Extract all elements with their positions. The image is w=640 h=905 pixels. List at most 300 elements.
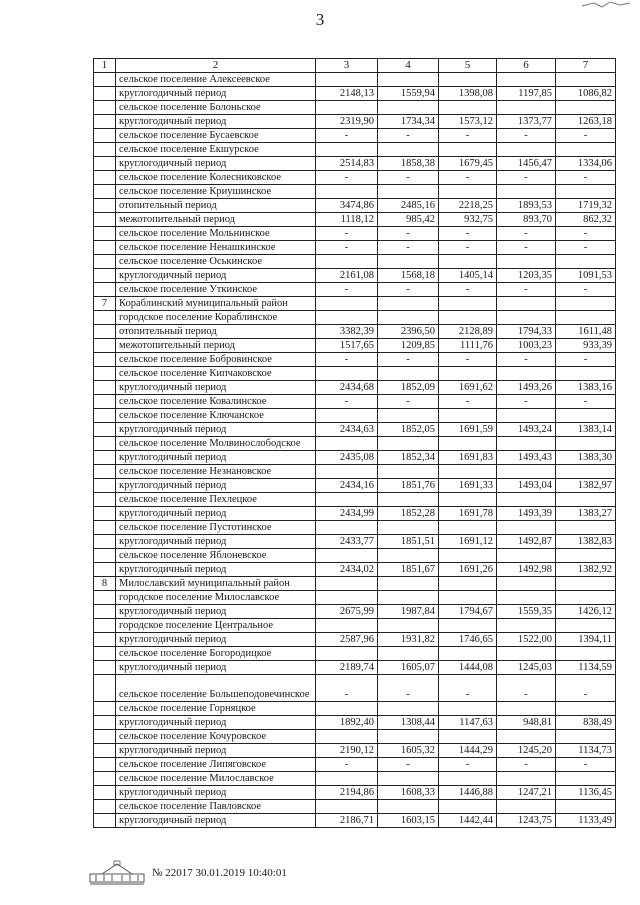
row-label: Кораблинский муниципальный район bbox=[116, 297, 316, 311]
empty-cell bbox=[439, 702, 497, 716]
row-index bbox=[94, 465, 116, 479]
row-label: сельское поселение Липяговское bbox=[116, 758, 316, 772]
empty-cell bbox=[316, 577, 378, 591]
column-header: 3 bbox=[316, 59, 378, 73]
empty-cell bbox=[316, 521, 378, 535]
value-cell: 1568,18 bbox=[378, 269, 439, 283]
row-index bbox=[94, 283, 116, 297]
empty-cell bbox=[439, 493, 497, 507]
row-label: круглогодичный период bbox=[116, 563, 316, 577]
value-cell: 2434,68 bbox=[316, 381, 378, 395]
ryazan-government-building-logo bbox=[88, 860, 146, 886]
value-cell: - bbox=[378, 758, 439, 772]
value-cell: 1893,53 bbox=[497, 199, 556, 213]
value-cell: 2148,13 bbox=[316, 87, 378, 101]
table-row bbox=[94, 702, 616, 716]
row-label: сельское поселение Горняцкое bbox=[116, 702, 316, 716]
value-cell: - bbox=[316, 171, 378, 185]
empty-cell bbox=[439, 465, 497, 479]
value-cell: - bbox=[556, 675, 616, 702]
value-cell: 2675,99 bbox=[316, 605, 378, 619]
value-cell: 1247,21 bbox=[497, 786, 556, 800]
row-label: круглогодичный период bbox=[116, 744, 316, 758]
value-cell: 3474,86 bbox=[316, 199, 378, 213]
empty-cell bbox=[378, 647, 439, 661]
value-cell: 1794,33 bbox=[497, 325, 556, 339]
empty-cell bbox=[439, 101, 497, 115]
row-index bbox=[94, 730, 116, 744]
table-row bbox=[94, 800, 616, 814]
empty-cell bbox=[497, 185, 556, 199]
empty-cell bbox=[439, 577, 497, 591]
row-label: круглогодичный период bbox=[116, 814, 316, 828]
empty-cell bbox=[556, 73, 616, 87]
empty-cell bbox=[439, 367, 497, 381]
empty-cell bbox=[378, 619, 439, 633]
value-cell: - bbox=[556, 227, 616, 241]
value-cell: 893,70 bbox=[497, 213, 556, 227]
column-header: 4 bbox=[378, 59, 439, 73]
row-index bbox=[94, 535, 116, 549]
empty-cell bbox=[439, 591, 497, 605]
value-cell: 932,75 bbox=[439, 213, 497, 227]
empty-cell bbox=[378, 521, 439, 535]
value-cell: - bbox=[439, 129, 497, 143]
row-index bbox=[94, 619, 116, 633]
empty-cell bbox=[497, 143, 556, 157]
empty-cell bbox=[316, 255, 378, 269]
empty-cell bbox=[378, 255, 439, 269]
value-cell: - bbox=[378, 395, 439, 409]
empty-cell bbox=[497, 800, 556, 814]
value-cell: 2435,08 bbox=[316, 451, 378, 465]
table-row bbox=[94, 814, 616, 828]
value-cell: 1734,34 bbox=[378, 115, 439, 129]
row-label: круглогодичный период bbox=[116, 633, 316, 647]
empty-cell bbox=[439, 772, 497, 786]
empty-cell bbox=[378, 772, 439, 786]
value-cell: - bbox=[556, 283, 616, 297]
empty-cell bbox=[439, 185, 497, 199]
empty-cell bbox=[316, 311, 378, 325]
value-cell: 1493,04 bbox=[497, 479, 556, 493]
value-cell: 1086,82 bbox=[556, 87, 616, 101]
row-index bbox=[94, 716, 116, 730]
row-index bbox=[94, 814, 116, 828]
value-cell: 1383,30 bbox=[556, 451, 616, 465]
row-label: сельское поселение Милославское bbox=[116, 772, 316, 786]
row-label: отопительный период bbox=[116, 325, 316, 339]
table-row bbox=[94, 143, 616, 157]
value-cell: 1603,15 bbox=[378, 814, 439, 828]
row-index bbox=[94, 269, 116, 283]
value-cell: 1852,28 bbox=[378, 507, 439, 521]
empty-cell bbox=[497, 619, 556, 633]
value-cell: 1373,77 bbox=[497, 115, 556, 129]
row-label: межотопительный период bbox=[116, 339, 316, 353]
value-cell: 1851,76 bbox=[378, 479, 439, 493]
empty-cell bbox=[316, 465, 378, 479]
value-cell: 1134,59 bbox=[556, 661, 616, 675]
empty-cell bbox=[497, 577, 556, 591]
row-index bbox=[94, 129, 116, 143]
empty-cell bbox=[316, 409, 378, 423]
table-row bbox=[94, 535, 616, 549]
value-cell: 2186,71 bbox=[316, 814, 378, 828]
row-label: круглогодичный период bbox=[116, 535, 316, 549]
value-cell: 1245,20 bbox=[497, 744, 556, 758]
table-row bbox=[94, 311, 616, 325]
empty-cell bbox=[439, 647, 497, 661]
table-row bbox=[94, 241, 616, 255]
row-label: городское поселение Центральное bbox=[116, 619, 316, 633]
value-cell: 1118,12 bbox=[316, 213, 378, 227]
row-index bbox=[94, 171, 116, 185]
row-index: 7 bbox=[94, 297, 116, 311]
empty-cell bbox=[556, 367, 616, 381]
value-cell: 948,81 bbox=[497, 716, 556, 730]
row-index bbox=[94, 339, 116, 353]
row-index bbox=[94, 479, 116, 493]
empty-cell bbox=[497, 437, 556, 451]
value-cell: 1446,88 bbox=[439, 786, 497, 800]
empty-cell bbox=[497, 73, 556, 87]
empty-cell bbox=[556, 647, 616, 661]
table-row bbox=[94, 325, 616, 339]
value-cell: 2190,12 bbox=[316, 744, 378, 758]
row-index bbox=[94, 199, 116, 213]
empty-cell bbox=[316, 185, 378, 199]
table-row bbox=[94, 339, 616, 353]
row-label: круглогодичный период bbox=[116, 605, 316, 619]
value-cell: 1147,63 bbox=[439, 716, 497, 730]
value-cell: - bbox=[439, 227, 497, 241]
row-label: городское поселение Кораблинское bbox=[116, 311, 316, 325]
row-index bbox=[94, 702, 116, 716]
row-label: сельское поселение Мольнинское bbox=[116, 227, 316, 241]
empty-cell bbox=[378, 702, 439, 716]
table-row bbox=[94, 409, 616, 423]
empty-cell bbox=[378, 800, 439, 814]
empty-cell bbox=[378, 143, 439, 157]
empty-cell bbox=[378, 297, 439, 311]
row-label: сельское поселение Кочуровское bbox=[116, 730, 316, 744]
row-index bbox=[94, 772, 116, 786]
value-cell: 2434,63 bbox=[316, 423, 378, 437]
value-cell: 1394,11 bbox=[556, 633, 616, 647]
value-cell: 1091,53 bbox=[556, 269, 616, 283]
row-index bbox=[94, 758, 116, 772]
column-header: 1 bbox=[94, 59, 116, 73]
value-cell: 1308,44 bbox=[378, 716, 439, 730]
value-cell: 985,42 bbox=[378, 213, 439, 227]
empty-cell bbox=[439, 521, 497, 535]
value-cell: 1383,14 bbox=[556, 423, 616, 437]
page-number: 3 bbox=[315, 10, 325, 29]
value-cell: 1691,78 bbox=[439, 507, 497, 521]
empty-cell bbox=[316, 549, 378, 563]
row-label: сельское поселение Екшурское bbox=[116, 143, 316, 157]
value-cell: 1691,83 bbox=[439, 451, 497, 465]
value-cell: 1444,29 bbox=[439, 744, 497, 758]
value-cell: - bbox=[439, 758, 497, 772]
empty-cell bbox=[556, 521, 616, 535]
empty-cell bbox=[439, 437, 497, 451]
empty-cell bbox=[556, 800, 616, 814]
value-cell: 1426,12 bbox=[556, 605, 616, 619]
row-index bbox=[94, 423, 116, 437]
row-label: городское поселение Милославское bbox=[116, 591, 316, 605]
row-label: круглогодичный период bbox=[116, 381, 316, 395]
row-label: круглогодичный период bbox=[116, 479, 316, 493]
table-row bbox=[94, 744, 616, 758]
value-cell: 862,32 bbox=[556, 213, 616, 227]
empty-cell bbox=[439, 311, 497, 325]
value-cell: - bbox=[497, 353, 556, 367]
value-cell: 1334,06 bbox=[556, 157, 616, 171]
table-row bbox=[94, 437, 616, 451]
empty-cell bbox=[316, 647, 378, 661]
row-index bbox=[94, 255, 116, 269]
value-cell: 1559,94 bbox=[378, 87, 439, 101]
empty-cell bbox=[497, 521, 556, 535]
table-row bbox=[94, 423, 616, 437]
value-cell: 1493,26 bbox=[497, 381, 556, 395]
table-row bbox=[94, 353, 616, 367]
value-cell: - bbox=[378, 675, 439, 702]
empty-cell bbox=[439, 800, 497, 814]
table-header-row bbox=[94, 59, 616, 73]
row-index bbox=[94, 633, 116, 647]
empty-cell bbox=[378, 465, 439, 479]
value-cell: 2587,96 bbox=[316, 633, 378, 647]
empty-cell bbox=[556, 437, 616, 451]
row-label: сельское поселение Пехлецкое bbox=[116, 493, 316, 507]
row-index bbox=[94, 143, 116, 157]
value-cell: 1133,49 bbox=[556, 814, 616, 828]
value-cell: 1691,62 bbox=[439, 381, 497, 395]
row-index bbox=[94, 311, 116, 325]
empty-cell bbox=[378, 73, 439, 87]
table-row bbox=[94, 269, 616, 283]
empty-cell bbox=[316, 493, 378, 507]
row-index bbox=[94, 353, 116, 367]
table-row bbox=[94, 758, 616, 772]
empty-cell bbox=[497, 702, 556, 716]
value-cell: - bbox=[497, 227, 556, 241]
table-row bbox=[94, 647, 616, 661]
table-row bbox=[94, 786, 616, 800]
row-index bbox=[94, 227, 116, 241]
empty-cell bbox=[378, 409, 439, 423]
value-cell: 1987,84 bbox=[378, 605, 439, 619]
row-index bbox=[94, 367, 116, 381]
empty-cell bbox=[439, 549, 497, 563]
value-cell: 1493,39 bbox=[497, 507, 556, 521]
table-row bbox=[94, 213, 616, 227]
value-cell: 1382,83 bbox=[556, 535, 616, 549]
row-label: сельское поселение Ковалинское bbox=[116, 395, 316, 409]
scan-registration-mark bbox=[580, 0, 632, 10]
value-cell: 1209,85 bbox=[378, 339, 439, 353]
value-cell: - bbox=[439, 241, 497, 255]
value-cell: 1522,00 bbox=[497, 633, 556, 647]
row-index bbox=[94, 549, 116, 563]
value-cell: 1383,27 bbox=[556, 507, 616, 521]
row-index bbox=[94, 744, 116, 758]
table-row bbox=[94, 465, 616, 479]
table-row bbox=[94, 716, 616, 730]
row-label: круглогодичный период bbox=[116, 786, 316, 800]
value-cell: 1858,38 bbox=[378, 157, 439, 171]
value-cell: - bbox=[316, 227, 378, 241]
table-row bbox=[94, 283, 616, 297]
column-header: 5 bbox=[439, 59, 497, 73]
row-index bbox=[94, 87, 116, 101]
value-cell: 2434,16 bbox=[316, 479, 378, 493]
table-row bbox=[94, 115, 616, 129]
empty-cell bbox=[556, 702, 616, 716]
value-cell: 1493,43 bbox=[497, 451, 556, 465]
table-row bbox=[94, 297, 616, 311]
row-label: круглогодичный период bbox=[116, 157, 316, 171]
value-cell: 1456,47 bbox=[497, 157, 556, 171]
row-index bbox=[94, 493, 116, 507]
row-label: сельское поселение Алексеевское bbox=[116, 73, 316, 87]
value-cell: 3382,39 bbox=[316, 325, 378, 339]
value-cell: 1691,12 bbox=[439, 535, 497, 549]
value-cell: 1852,34 bbox=[378, 451, 439, 465]
value-cell: - bbox=[439, 171, 497, 185]
row-index: 8 bbox=[94, 577, 116, 591]
table-row bbox=[94, 87, 616, 101]
value-cell: 2433,77 bbox=[316, 535, 378, 549]
row-label: сельское поселение Ключанское bbox=[116, 409, 316, 423]
row-label: круглогодичный период bbox=[116, 269, 316, 283]
empty-cell bbox=[378, 591, 439, 605]
empty-cell bbox=[556, 577, 616, 591]
value-cell: 1851,67 bbox=[378, 563, 439, 577]
value-cell: 2319,90 bbox=[316, 115, 378, 129]
row-label: круглогодичный период bbox=[116, 115, 316, 129]
row-index bbox=[94, 101, 116, 115]
row-label: сельское поселение Кипчаковское bbox=[116, 367, 316, 381]
value-cell: - bbox=[497, 675, 556, 702]
table-row bbox=[94, 381, 616, 395]
value-cell: 2161,08 bbox=[316, 269, 378, 283]
row-label: сельское поселение Бобровинское bbox=[116, 353, 316, 367]
value-cell: 1559,35 bbox=[497, 605, 556, 619]
value-cell: 1719,32 bbox=[556, 199, 616, 213]
value-cell: - bbox=[378, 171, 439, 185]
value-cell: 933,39 bbox=[556, 339, 616, 353]
empty-cell bbox=[316, 73, 378, 87]
value-cell: - bbox=[378, 241, 439, 255]
empty-cell bbox=[497, 549, 556, 563]
registration-stamp: № 22017 30.01.2019 10:40:01 bbox=[152, 867, 287, 879]
value-cell: - bbox=[316, 283, 378, 297]
empty-cell bbox=[556, 549, 616, 563]
value-cell: 1245,03 bbox=[497, 661, 556, 675]
row-index bbox=[94, 395, 116, 409]
row-index bbox=[94, 605, 116, 619]
value-cell: 1003,23 bbox=[497, 339, 556, 353]
row-index bbox=[94, 800, 116, 814]
row-index bbox=[94, 115, 116, 129]
row-index bbox=[94, 381, 116, 395]
value-cell: - bbox=[556, 129, 616, 143]
empty-cell bbox=[378, 577, 439, 591]
empty-cell bbox=[439, 255, 497, 269]
empty-cell bbox=[378, 311, 439, 325]
value-cell: 1517,65 bbox=[316, 339, 378, 353]
value-cell: - bbox=[316, 758, 378, 772]
empty-cell bbox=[316, 772, 378, 786]
empty-cell bbox=[316, 591, 378, 605]
table-row bbox=[94, 451, 616, 465]
empty-cell bbox=[497, 730, 556, 744]
value-cell: - bbox=[556, 395, 616, 409]
empty-cell bbox=[556, 619, 616, 633]
value-cell: 1794,67 bbox=[439, 605, 497, 619]
value-cell: 1203,35 bbox=[497, 269, 556, 283]
empty-cell bbox=[556, 311, 616, 325]
empty-cell bbox=[439, 730, 497, 744]
table-row bbox=[94, 772, 616, 786]
value-cell: - bbox=[556, 353, 616, 367]
empty-cell bbox=[556, 185, 616, 199]
value-cell: 1852,09 bbox=[378, 381, 439, 395]
value-cell: - bbox=[378, 353, 439, 367]
row-label: сельское поселение Болоньское bbox=[116, 101, 316, 115]
empty-cell bbox=[497, 311, 556, 325]
empty-cell bbox=[316, 702, 378, 716]
row-index bbox=[94, 451, 116, 465]
value-cell: 1405,14 bbox=[439, 269, 497, 283]
row-index bbox=[94, 786, 116, 800]
column-header: 7 bbox=[556, 59, 616, 73]
value-cell: 2434,02 bbox=[316, 563, 378, 577]
table-row bbox=[94, 619, 616, 633]
value-cell: 1493,24 bbox=[497, 423, 556, 437]
empty-cell bbox=[497, 101, 556, 115]
empty-cell bbox=[556, 591, 616, 605]
tariff-table bbox=[93, 58, 616, 828]
value-cell: - bbox=[497, 241, 556, 255]
row-label: сельское поселение Богородицкое bbox=[116, 647, 316, 661]
row-index bbox=[94, 409, 116, 423]
table-row bbox=[94, 661, 616, 675]
value-cell: 1931,82 bbox=[378, 633, 439, 647]
value-cell: 1691,33 bbox=[439, 479, 497, 493]
empty-cell bbox=[497, 465, 556, 479]
empty-cell bbox=[497, 409, 556, 423]
empty-cell bbox=[556, 772, 616, 786]
value-cell: 1134,73 bbox=[556, 744, 616, 758]
value-cell: 1197,85 bbox=[497, 87, 556, 101]
table-row bbox=[94, 199, 616, 213]
value-cell: 2434,99 bbox=[316, 507, 378, 521]
empty-cell bbox=[316, 730, 378, 744]
value-cell: 2194,86 bbox=[316, 786, 378, 800]
table-row bbox=[94, 157, 616, 171]
value-cell: - bbox=[316, 241, 378, 255]
value-cell: 2514,83 bbox=[316, 157, 378, 171]
row-label: круглогодичный период bbox=[116, 661, 316, 675]
table-row bbox=[94, 171, 616, 185]
value-cell: - bbox=[316, 129, 378, 143]
table-row bbox=[94, 563, 616, 577]
